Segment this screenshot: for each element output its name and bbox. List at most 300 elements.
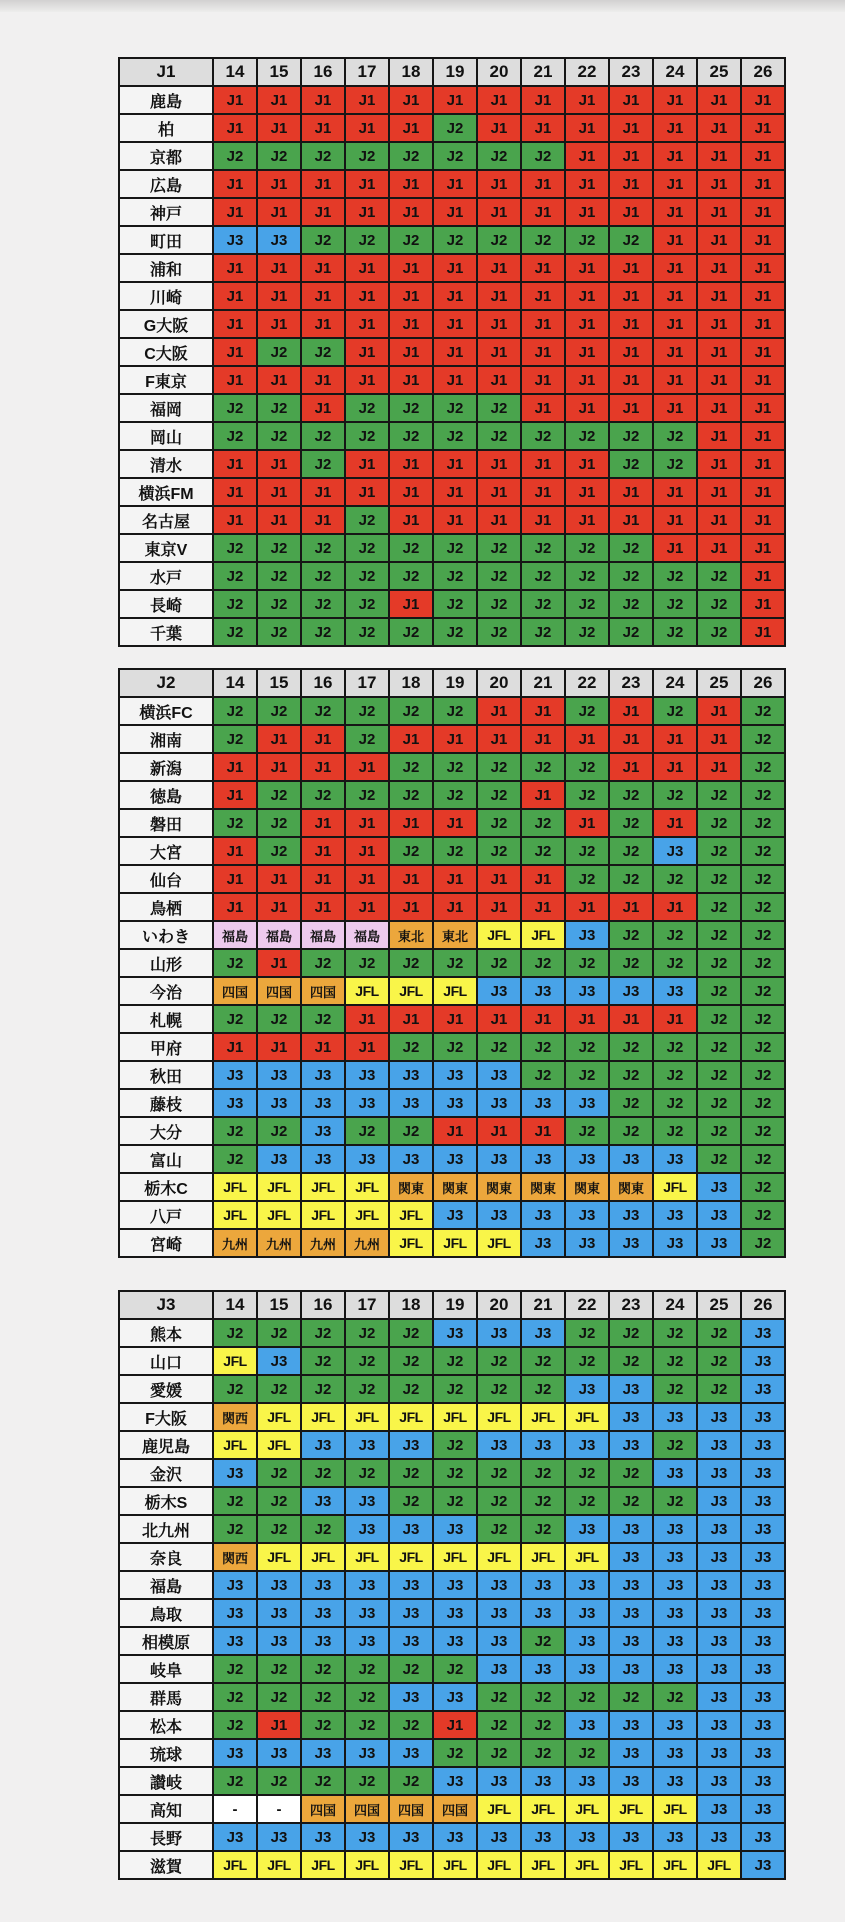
league-cell: J1 <box>433 254 477 282</box>
league-cell: J1 <box>213 86 257 114</box>
league-cell: J1 <box>565 478 609 506</box>
league-cell: J2 <box>257 1375 301 1403</box>
league-cell: J3 <box>301 1627 345 1655</box>
league-cell: J3 <box>697 1767 741 1795</box>
team-label: 宮崎 <box>119 1229 213 1257</box>
j1-history-table <box>118 57 786 647</box>
league-cell: J2 <box>609 1459 653 1487</box>
league-cell: J2 <box>213 1117 257 1145</box>
league-cell: J2 <box>565 1319 609 1347</box>
league-cell: J2 <box>653 1117 697 1145</box>
league-cell: JFL <box>213 1173 257 1201</box>
league-cell: J3 <box>477 1767 521 1795</box>
league-cell: JFL <box>345 1201 389 1229</box>
league-cell: J2 <box>213 725 257 753</box>
league-cell: J1 <box>741 226 785 254</box>
league-cell: J1 <box>565 282 609 310</box>
league-cell: J1 <box>345 1033 389 1061</box>
team-label: 磐田 <box>119 809 213 837</box>
league-cell: J2 <box>741 1117 785 1145</box>
team-row <box>119 590 785 618</box>
league-cell: J2 <box>653 1061 697 1089</box>
league-cell: J1 <box>345 450 389 478</box>
league-cell: J2 <box>653 1683 697 1711</box>
league-cell: J3 <box>521 1431 565 1459</box>
year-header: 26 <box>741 669 785 697</box>
league-cell: J2 <box>565 1061 609 1089</box>
league-cell: J1 <box>257 725 301 753</box>
league-cell: J1 <box>477 114 521 142</box>
league-cell: J3 <box>389 1515 433 1543</box>
league-cell: J1 <box>609 170 653 198</box>
league-cell: J2 <box>565 1117 609 1145</box>
league-cell: J3 <box>477 1431 521 1459</box>
league-cell: J2 <box>697 590 741 618</box>
league-cell: 九州 <box>301 1229 345 1257</box>
year-header: 20 <box>477 669 521 697</box>
team-row <box>119 1655 785 1683</box>
league-cell: JFL <box>653 1851 697 1879</box>
league-cell: J1 <box>345 338 389 366</box>
team-label: 清水 <box>119 450 213 478</box>
league-cell: J3 <box>741 1823 785 1851</box>
team-row <box>119 142 785 170</box>
league-cell: J1 <box>345 837 389 865</box>
year-header: 26 <box>741 58 785 86</box>
league-cell: J3 <box>213 1571 257 1599</box>
league-cell: J2 <box>477 1711 521 1739</box>
league-cell: J1 <box>257 1711 301 1739</box>
league-cell: J2 <box>697 1145 741 1173</box>
league-cell: J1 <box>741 114 785 142</box>
league-cell: JFL <box>433 1543 477 1571</box>
league-cell: J3 <box>653 1599 697 1627</box>
league-cell: J3 <box>257 1347 301 1375</box>
team-label: 相模原 <box>119 1627 213 1655</box>
league-cell: J2 <box>257 534 301 562</box>
league-cell: JFL <box>389 977 433 1005</box>
league-cell: J3 <box>301 1145 345 1173</box>
league-cell: J3 <box>257 1571 301 1599</box>
league-cell: J1 <box>477 725 521 753</box>
league-cell: J3 <box>697 1627 741 1655</box>
league-cell: J1 <box>521 310 565 338</box>
league-cell: J1 <box>653 198 697 226</box>
team-row <box>119 1487 785 1515</box>
team-label: 群馬 <box>119 1683 213 1711</box>
league-cell: J3 <box>257 1061 301 1089</box>
league-cell: J1 <box>213 114 257 142</box>
league-cell: J1 <box>433 366 477 394</box>
league-cell: J1 <box>609 697 653 725</box>
league-cell: J3 <box>213 1599 257 1627</box>
league-cell: J2 <box>301 450 345 478</box>
league-cell: J2 <box>477 949 521 977</box>
team-label: 奈良 <box>119 1543 213 1571</box>
league-cell: J3 <box>653 1711 697 1739</box>
league-cell: J2 <box>653 1375 697 1403</box>
league-cell: J2 <box>301 590 345 618</box>
year-header: 20 <box>477 1291 521 1319</box>
league-cell: J3 <box>521 1201 565 1229</box>
team-row <box>119 1319 785 1347</box>
league-cell: J3 <box>345 1431 389 1459</box>
league-cell: J2 <box>389 1487 433 1515</box>
league-cell: J2 <box>609 837 653 865</box>
year-header: 14 <box>213 58 257 86</box>
league-cell: J3 <box>389 1145 433 1173</box>
league-cell: J2 <box>389 1347 433 1375</box>
league-cell: J2 <box>565 1739 609 1767</box>
league-cell: J2 <box>345 949 389 977</box>
league-cell: J2 <box>741 921 785 949</box>
league-cell: J2 <box>257 618 301 646</box>
league-cell: J2 <box>257 1487 301 1515</box>
league-cell: J2 <box>213 618 257 646</box>
league-cell: J1 <box>741 254 785 282</box>
league-cell: J2 <box>653 450 697 478</box>
league-cell: J1 <box>389 254 433 282</box>
league-cell: J3 <box>697 1711 741 1739</box>
league-cell: J3 <box>741 1851 785 1879</box>
team-row <box>119 1173 785 1201</box>
league-cell: J1 <box>477 893 521 921</box>
league-cell: J3 <box>653 1823 697 1851</box>
league-cell: J2 <box>433 1375 477 1403</box>
league-cell: J3 <box>565 1655 609 1683</box>
league-cell: J3 <box>477 1061 521 1089</box>
league-cell: J2 <box>477 1683 521 1711</box>
league-cell: J3 <box>389 1739 433 1767</box>
league-cell: J2 <box>257 781 301 809</box>
team-label: 今治 <box>119 977 213 1005</box>
team-label: 徳島 <box>119 781 213 809</box>
team-label: 湘南 <box>119 725 213 753</box>
league-cell: J3 <box>477 1655 521 1683</box>
league-cell: J1 <box>389 1005 433 1033</box>
league-cell: J1 <box>521 282 565 310</box>
league-cell: J1 <box>301 506 345 534</box>
team-label: 仙台 <box>119 865 213 893</box>
league-cell: J1 <box>521 170 565 198</box>
league-cell: J2 <box>301 697 345 725</box>
league-cell: J3 <box>697 1823 741 1851</box>
league-cell: J2 <box>301 1005 345 1033</box>
league-cell: J2 <box>609 534 653 562</box>
league-cell: J1 <box>741 534 785 562</box>
league-cell: J2 <box>521 142 565 170</box>
league-cell: J2 <box>521 1061 565 1089</box>
team-row <box>119 422 785 450</box>
league-cell: J3 <box>565 921 609 949</box>
league-cell: J3 <box>653 1459 697 1487</box>
league-cell: J3 <box>609 1431 653 1459</box>
league-cell: J1 <box>653 114 697 142</box>
league-cell: J1 <box>477 86 521 114</box>
league-cell: J2 <box>741 1033 785 1061</box>
league-cell: J3 <box>741 1683 785 1711</box>
league-cell: J3 <box>477 1319 521 1347</box>
league-cell: J3 <box>301 1089 345 1117</box>
league-cell: J1 <box>653 86 697 114</box>
league-cell: J3 <box>521 1089 565 1117</box>
team-label: 鳥栖 <box>119 893 213 921</box>
league-cell: J1 <box>345 893 389 921</box>
team-row <box>119 1145 785 1173</box>
league-cell: J1 <box>433 506 477 534</box>
league-cell: J2 <box>345 506 389 534</box>
league-cell: JFL <box>565 1851 609 1879</box>
league-cell: J2 <box>213 1005 257 1033</box>
league-cell: J1 <box>301 170 345 198</box>
league-cell: J2 <box>389 837 433 865</box>
league-cell: J2 <box>609 450 653 478</box>
team-row <box>119 697 785 725</box>
league-cell: J1 <box>345 753 389 781</box>
team-row <box>119 1459 785 1487</box>
year-header: 15 <box>257 669 301 697</box>
league-cell: J3 <box>609 1571 653 1599</box>
league-cell: J3 <box>521 1823 565 1851</box>
j2-history-table <box>118 668 786 1258</box>
league-cell: J2 <box>741 1229 785 1257</box>
league-cell: J1 <box>741 506 785 534</box>
league-cell: J2 <box>609 618 653 646</box>
league-cell: J3 <box>345 1061 389 1089</box>
league-cell: J1 <box>345 254 389 282</box>
team-label: 金沢 <box>119 1459 213 1487</box>
year-header: 15 <box>257 58 301 86</box>
year-header: 16 <box>301 58 345 86</box>
league-cell: J3 <box>477 977 521 1005</box>
league-cell: 四国 <box>301 1795 345 1823</box>
league-cell: JFL <box>477 921 521 949</box>
team-row <box>119 1375 785 1403</box>
league-cell: J2 <box>521 1347 565 1375</box>
league-cell: J2 <box>389 1117 433 1145</box>
league-cell: J3 <box>741 1347 785 1375</box>
league-cell: J3 <box>609 1767 653 1795</box>
team-row <box>119 893 785 921</box>
league-cell: J1 <box>433 338 477 366</box>
header-row <box>119 669 785 697</box>
league-cell: J2 <box>213 809 257 837</box>
league-cell: J1 <box>477 310 521 338</box>
league-cell: J3 <box>433 1627 477 1655</box>
table-title-j3: J3 <box>119 1291 213 1319</box>
league-cell: J1 <box>741 478 785 506</box>
league-cell: J3 <box>565 1089 609 1117</box>
league-cell: J2 <box>477 1487 521 1515</box>
league-cell: J3 <box>653 1571 697 1599</box>
league-cell: J3 <box>653 1201 697 1229</box>
year-header: 16 <box>301 1291 345 1319</box>
league-cell: J2 <box>741 781 785 809</box>
league-cell: J1 <box>521 781 565 809</box>
league-cell: J1 <box>521 725 565 753</box>
team-label: 岡山 <box>119 422 213 450</box>
league-cell: J1 <box>257 86 301 114</box>
league-cell: J3 <box>213 1459 257 1487</box>
league-cell: J3 <box>697 1201 741 1229</box>
league-cell: J1 <box>301 198 345 226</box>
league-cell: JFL <box>477 1403 521 1431</box>
team-row <box>119 1403 785 1431</box>
league-cell: J3 <box>697 1487 741 1515</box>
league-cell: J1 <box>521 1005 565 1033</box>
year-header: 19 <box>433 1291 477 1319</box>
league-cell: J3 <box>741 1739 785 1767</box>
league-cell: J2 <box>301 1515 345 1543</box>
league-cell: J2 <box>697 949 741 977</box>
league-cell: J3 <box>345 1571 389 1599</box>
team-row <box>119 506 785 534</box>
league-cell: J1 <box>521 478 565 506</box>
league-cell: J3 <box>697 1459 741 1487</box>
league-cell: J2 <box>565 618 609 646</box>
team-label: 讃岐 <box>119 1767 213 1795</box>
league-cell: J1 <box>433 809 477 837</box>
team-label: 新潟 <box>119 753 213 781</box>
league-cell: J1 <box>741 310 785 338</box>
league-cell: J1 <box>257 753 301 781</box>
league-cell: J1 <box>389 198 433 226</box>
league-cell: J1 <box>257 506 301 534</box>
league-cell: J2 <box>609 1487 653 1515</box>
team-row <box>119 1347 785 1375</box>
league-cell: J2 <box>521 949 565 977</box>
header-row <box>119 1291 785 1319</box>
league-cell: J1 <box>653 725 697 753</box>
league-cell: JFL <box>345 1173 389 1201</box>
year-header: 18 <box>389 669 433 697</box>
league-cell: J2 <box>345 1375 389 1403</box>
league-cell: J3 <box>345 1823 389 1851</box>
league-cell: J1 <box>609 114 653 142</box>
league-cell: J3 <box>433 1571 477 1599</box>
league-cell: J3 <box>521 977 565 1005</box>
league-cell: J2 <box>433 422 477 450</box>
team-label: 水戸 <box>119 562 213 590</box>
league-cell: JFL <box>257 1851 301 1879</box>
league-cell: J1 <box>565 254 609 282</box>
league-cell: J2 <box>565 1459 609 1487</box>
league-cell: J3 <box>565 1711 609 1739</box>
league-cell: J3 <box>741 1487 785 1515</box>
league-cell: J3 <box>389 1571 433 1599</box>
league-cell: J1 <box>213 478 257 506</box>
league-cell: J1 <box>433 282 477 310</box>
league-cell: J1 <box>653 142 697 170</box>
league-cell: JFL <box>213 1851 257 1879</box>
league-cell: J1 <box>565 366 609 394</box>
league-cell: J1 <box>345 310 389 338</box>
league-cell: J1 <box>213 506 257 534</box>
league-cell: J3 <box>697 1655 741 1683</box>
league-cell: J2 <box>565 1347 609 1375</box>
league-cell: J2 <box>213 1711 257 1739</box>
league-cell: J2 <box>345 1117 389 1145</box>
league-cell: J2 <box>565 226 609 254</box>
league-cell: J1 <box>213 198 257 226</box>
year-header: 19 <box>433 58 477 86</box>
year-header: 16 <box>301 669 345 697</box>
league-cell: J1 <box>257 282 301 310</box>
league-cell: JFL <box>301 1851 345 1879</box>
team-row <box>119 781 785 809</box>
league-cell: J2 <box>653 590 697 618</box>
league-cell: J2 <box>301 1459 345 1487</box>
top-blur-band <box>0 0 845 12</box>
league-cell: J2 <box>257 1655 301 1683</box>
league-cell: J3 <box>697 1403 741 1431</box>
league-cell: J3 <box>213 1061 257 1089</box>
league-cell: 四国 <box>213 977 257 1005</box>
league-cell: JFL <box>653 1795 697 1823</box>
league-cell: J3 <box>741 1403 785 1431</box>
league-cell: J1 <box>565 450 609 478</box>
league-cell: J1 <box>741 618 785 646</box>
league-cell: J2 <box>345 1347 389 1375</box>
league-cell: J3 <box>433 1319 477 1347</box>
league-cell: J1 <box>301 366 345 394</box>
league-cell: J1 <box>213 781 257 809</box>
league-cell: J1 <box>609 753 653 781</box>
league-cell: J1 <box>433 1711 477 1739</box>
team-row <box>119 725 785 753</box>
team-row <box>119 1823 785 1851</box>
team-label: F東京 <box>119 366 213 394</box>
league-cell: J1 <box>389 114 433 142</box>
league-cell: J1 <box>389 86 433 114</box>
year-header: 18 <box>389 58 433 86</box>
year-header: 18 <box>389 1291 433 1319</box>
league-cell: J1 <box>609 338 653 366</box>
league-cell: 関東 <box>389 1173 433 1201</box>
league-cell: J2 <box>345 422 389 450</box>
team-label: C大阪 <box>119 338 213 366</box>
league-cell: J2 <box>609 781 653 809</box>
league-cell: J2 <box>609 226 653 254</box>
league-cell: J1 <box>213 1033 257 1061</box>
league-cell: J1 <box>301 893 345 921</box>
league-cell: J2 <box>653 1033 697 1061</box>
league-cell: 関東 <box>609 1173 653 1201</box>
league-cell: J3 <box>741 1431 785 1459</box>
league-cell: J1 <box>389 170 433 198</box>
team-row <box>119 86 785 114</box>
league-cell: J3 <box>609 1543 653 1571</box>
league-cell: JFL <box>565 1795 609 1823</box>
league-cell: J2 <box>257 562 301 590</box>
league-cell: J2 <box>697 1347 741 1375</box>
league-cell: J2 <box>521 562 565 590</box>
league-cell: J3 <box>609 1739 653 1767</box>
league-cell: J2 <box>477 562 521 590</box>
league-cell: J2 <box>213 590 257 618</box>
league-cell: J2 <box>433 781 477 809</box>
league-cell: J3 <box>653 1145 697 1173</box>
league-cell: J3 <box>213 1089 257 1117</box>
team-label: 名古屋 <box>119 506 213 534</box>
league-cell: J2 <box>609 590 653 618</box>
league-cell: J1 <box>345 366 389 394</box>
league-cell: JFL <box>609 1795 653 1823</box>
league-cell: J1 <box>609 1005 653 1033</box>
team-row <box>119 198 785 226</box>
league-cell: J2 <box>477 394 521 422</box>
league-cell: J2 <box>389 1655 433 1683</box>
